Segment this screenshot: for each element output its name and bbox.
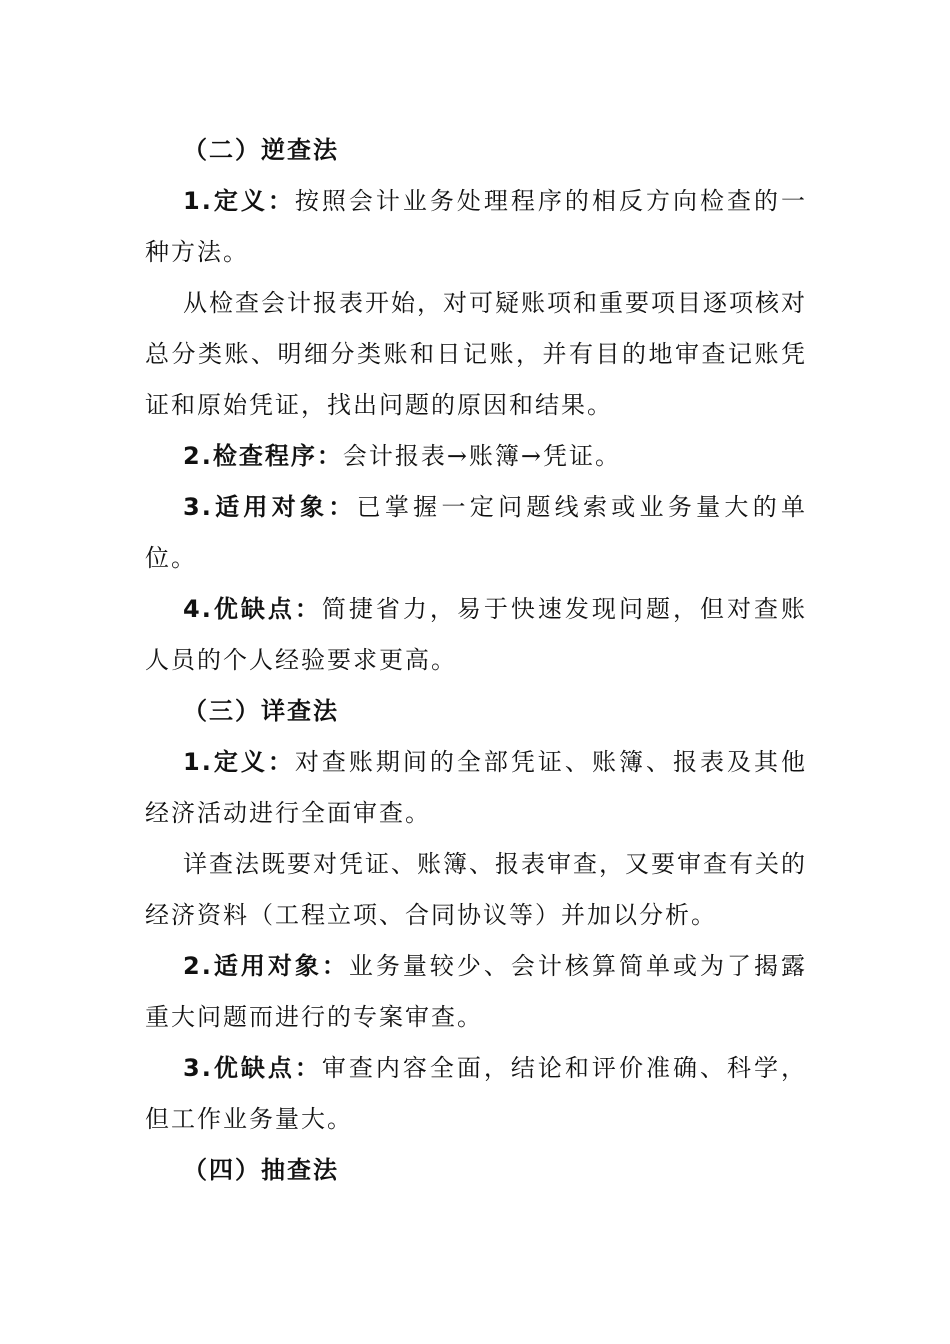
paragraph (145, 482, 807, 584)
paragraph-text: 按照会计业务处理程序的相反方向检查的一种方法。 (145, 187, 807, 266)
section-heading: （四）抽查法 (183, 1156, 339, 1184)
paragraph-text: 简捷省力，易于快速发现问题，但对查账人员的个人经验要求更高。 (145, 595, 807, 674)
paragraph-label: 1.定义： (183, 748, 295, 776)
paragraph-label: 3.适用对象： (183, 493, 357, 521)
paragraph (145, 584, 807, 686)
paragraph-label: 1.定义： (183, 187, 295, 215)
paragraph-text: 从检查会计报表开始，对可疑账项和重要项目逐项核对总分类账、明细分类账和日记账，并有目的地审查记账凭证和原始凭证，找出问题的原因和结果。 (145, 289, 807, 419)
paragraph-text: 会计报表→账簿→凭证。 (342, 442, 622, 470)
paragraph (145, 839, 807, 941)
paragraph-text: 业务量较少、会计核算简单或为了揭露重大问题而进行的专案审查。 (145, 952, 807, 1031)
paragraph (145, 431, 807, 482)
paragraph (145, 278, 807, 431)
paragraph-text: 详查法既要对凭证、账簿、报表审查，又要审查有关的经济资料（工程立项、合同协议等）并加以分析。 (145, 850, 807, 929)
paragraph (145, 1043, 807, 1145)
paragraph-text: 已掌握一定问题线索或业务量大的单位。 (145, 493, 808, 572)
paragraph (145, 941, 807, 1043)
paragraph-text: 对查账期间的全部凭证、账簿、报表及其他经济活动进行全面审查。 (145, 748, 807, 827)
paragraph (145, 176, 807, 278)
paragraph-label: 2.检查程序： (183, 442, 343, 470)
document-body (145, 125, 807, 1196)
paragraph-label: 4.优缺点： (183, 595, 322, 623)
paragraph-label: 2.适用对象： (183, 952, 349, 980)
paragraph-label: 3.优缺点： (183, 1054, 322, 1082)
section-heading: （三）详查法 (183, 697, 339, 725)
paragraph (145, 737, 807, 839)
section-heading: （二）逆查法 (183, 136, 339, 164)
paragraph-text: 审查内容全面，结论和评价准确、科学，但工作业务量大。 (145, 1054, 807, 1133)
